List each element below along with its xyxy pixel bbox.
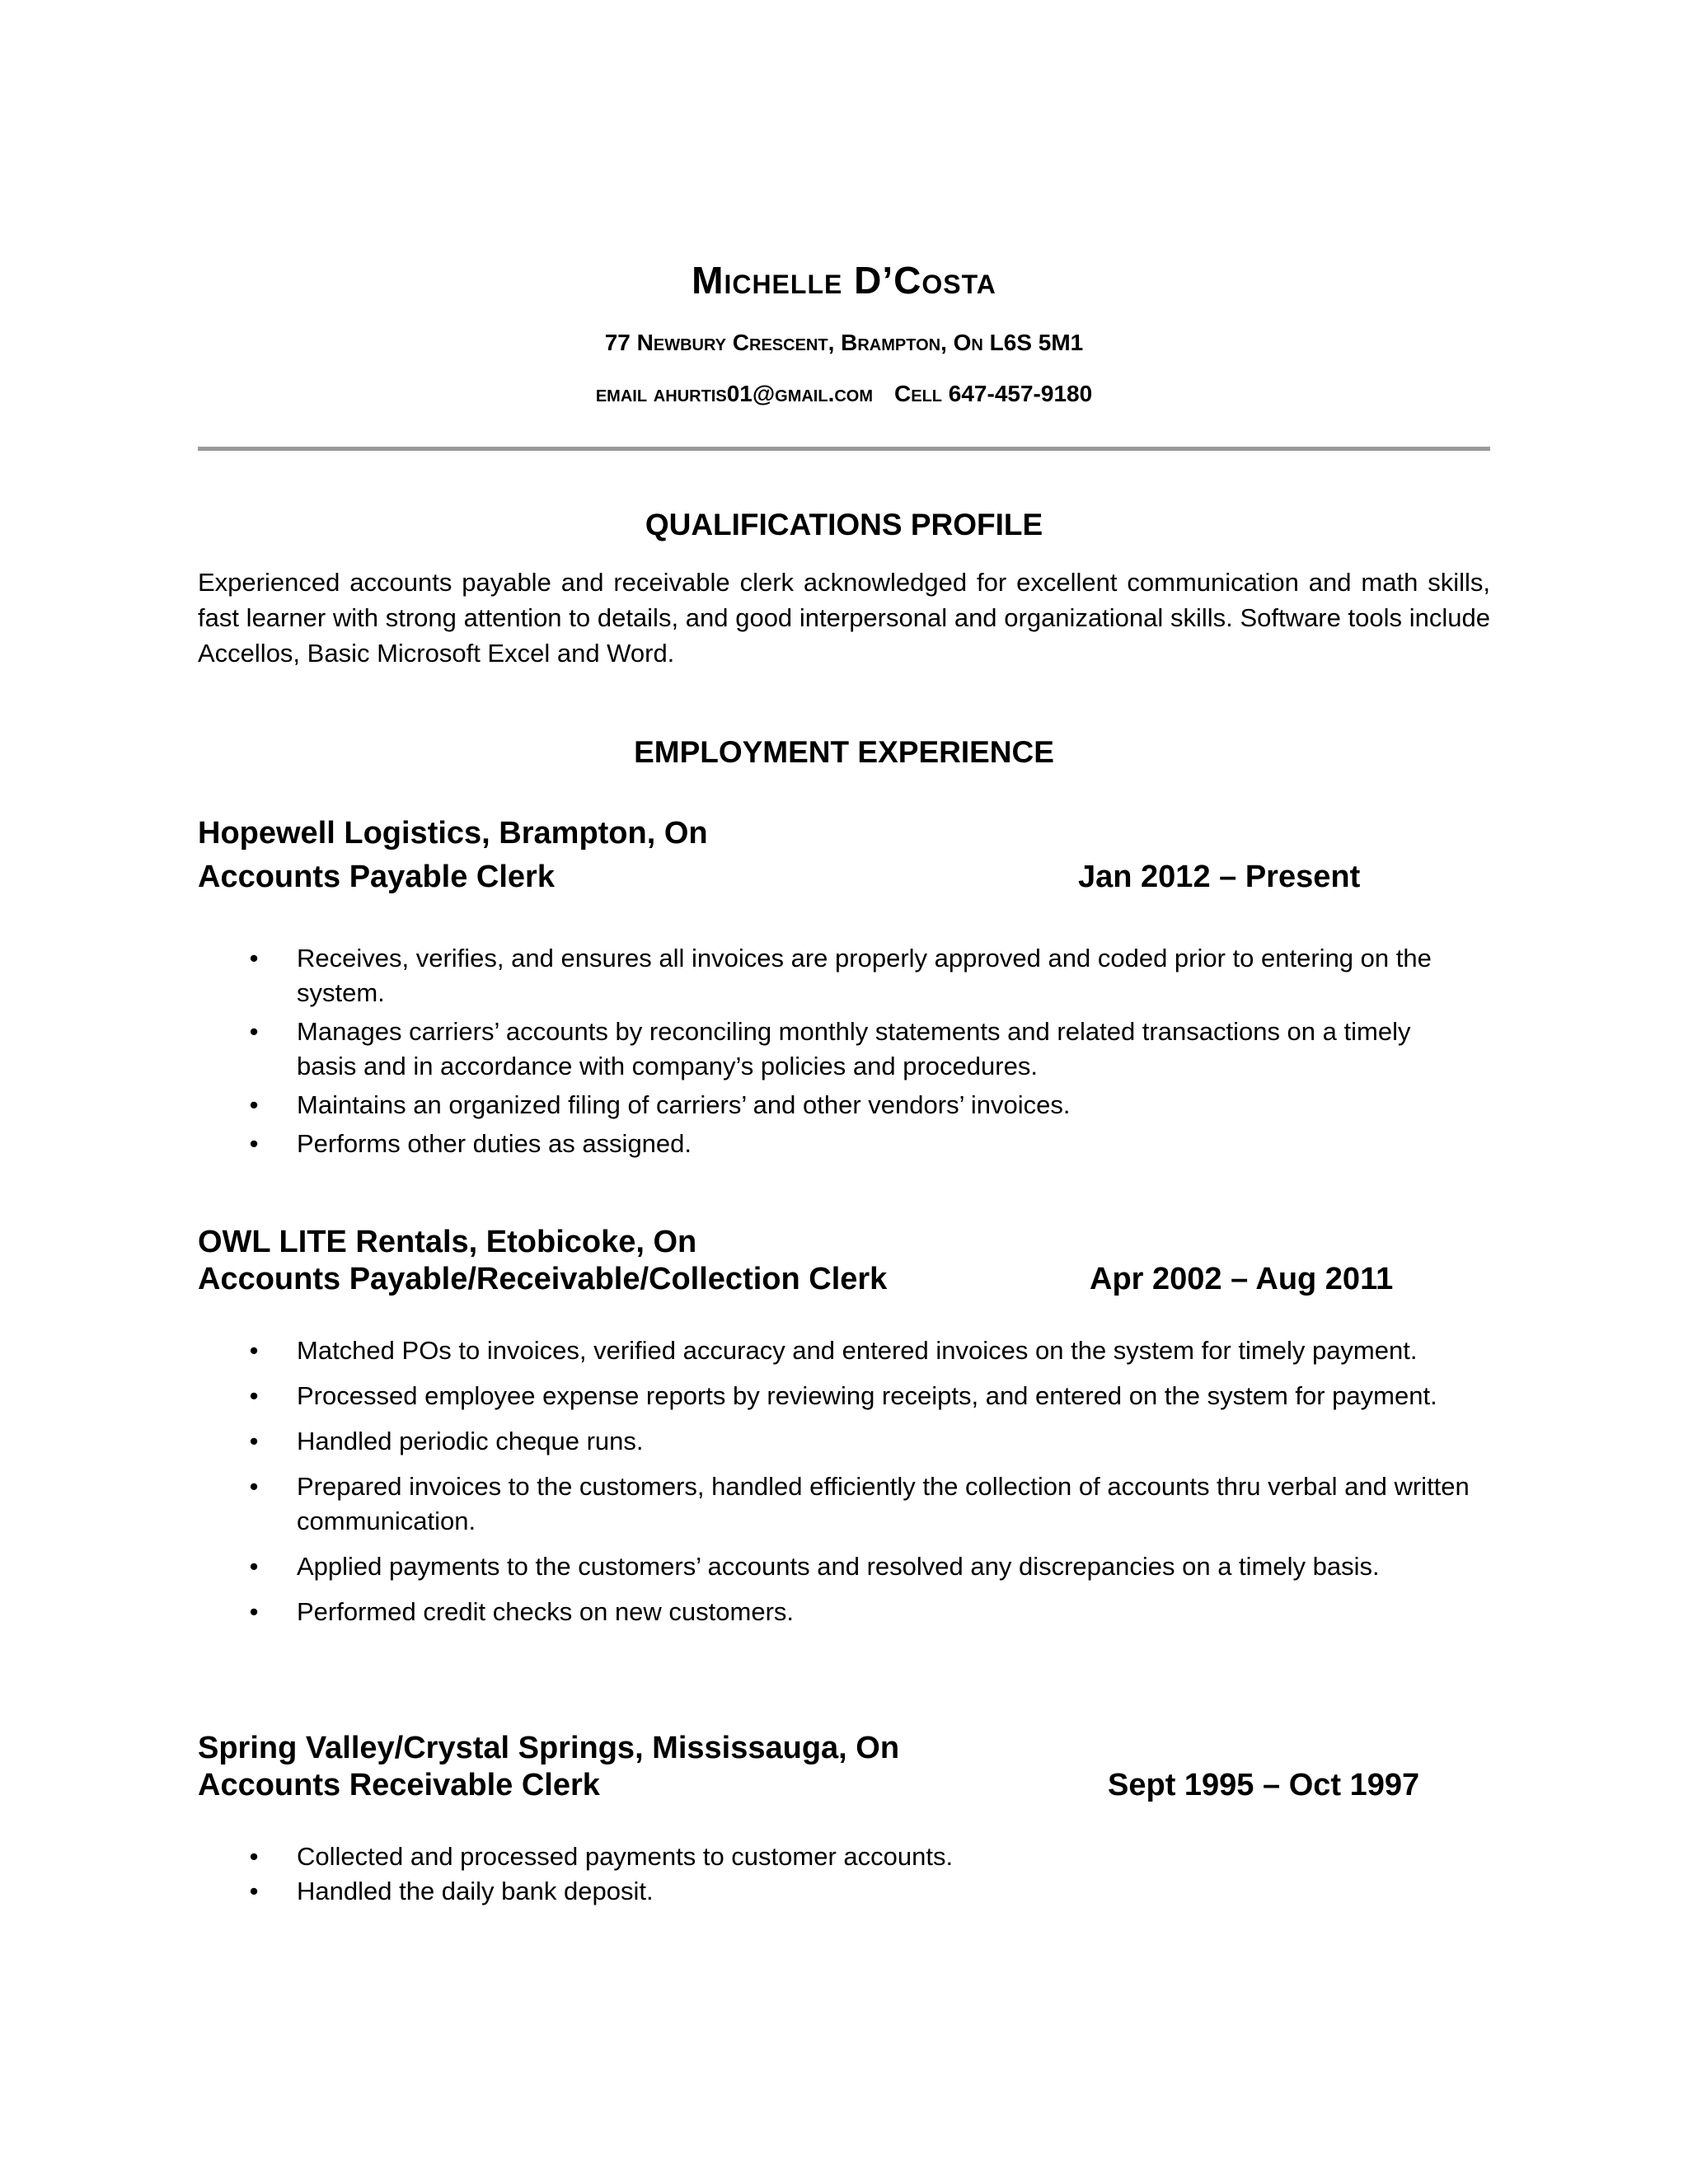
bullet-icon: • [249, 1336, 259, 1365]
bullet-icon: • [249, 1017, 259, 1046]
job-duties-list [246, 941, 1474, 1165]
job-company: OWL LITE Rentals, Etobicoke, On [198, 1225, 697, 1259]
list-item [246, 1015, 1474, 1084]
address-line: 77 Newbury Crescent, Brampton, On L6S 5M1 [604, 330, 1084, 355]
list-item [246, 1333, 1474, 1368]
list-item [246, 1127, 1474, 1161]
job-title: Accounts Receivable Clerk [198, 1768, 600, 1802]
duty-text: Processed employee expense reports by reviewing receipts, and entered on the system for payment. [297, 1381, 1437, 1410]
bullet-icon: • [249, 1427, 259, 1455]
bullet-icon: • [249, 1842, 259, 1871]
bullet-icon: • [249, 1381, 259, 1410]
list-item [246, 1424, 1474, 1459]
job-company: Hopewell Logistics, Brampton, On [198, 816, 708, 851]
job-dates: Apr 2002 – Aug 2011 [1090, 1262, 1394, 1296]
employment-heading: EMPLOYMENT EXPERIENCE [634, 735, 1054, 769]
list-item [246, 1874, 1474, 1909]
list-item [246, 941, 1474, 1010]
duty-text: Handled the daily bank deposit. [297, 1877, 654, 1905]
bullet-icon: • [249, 1552, 259, 1581]
list-item [246, 1088, 1474, 1122]
bullet-icon: • [249, 1597, 259, 1626]
email-text: email ahurtis01@gmail.com [595, 381, 874, 406]
job-duties-list [246, 1333, 1474, 1640]
candidate-name: Michelle D’Costa [692, 259, 996, 302]
duty-text: Performs other duties as assigned. [297, 1129, 692, 1158]
list-item [246, 1379, 1474, 1413]
list-item [246, 1840, 1474, 1874]
job-title: Accounts Payable Clerk [198, 860, 555, 894]
job-dates: Sept 1995 – Oct 1997 [1108, 1768, 1420, 1802]
cell-text: Cell 647-457-9180 [894, 381, 1093, 406]
duty-text: Matched POs to invoices, verified accuracy and entered invoices on the system for timely payment. [297, 1336, 1418, 1365]
contact-line [198, 377, 1490, 410]
header-divider [198, 447, 1490, 451]
duty-text: Collected and processed payments to customer accounts. [297, 1842, 954, 1871]
list-item [246, 1595, 1474, 1629]
qualifications-heading: QUALIFICATIONS PROFILE [645, 508, 1043, 541]
qualifications-text: Experienced accounts payable and receivable clerk acknowledged for excellent communication and math skills, fast learner with strong attention to details, and good interpersonal and organizational skills. Software tools include Accellos, Basic Microsoft Excel and Word. [198, 568, 1490, 668]
bullet-icon: • [249, 1472, 259, 1501]
bullet-icon: • [249, 1129, 259, 1158]
duty-text: Receives, verifies, and ensures all invoices are properly approved and coded prior to entering on the system. [297, 944, 1432, 1007]
duty-text: Applied payments to the customers’ accounts and resolved any discrepancies on a timely basis. [297, 1552, 1380, 1581]
job-dates: Jan 2012 – Present [1078, 860, 1361, 894]
duty-text: Performed credit checks on new customers. [297, 1597, 795, 1626]
list-item [246, 1549, 1474, 1584]
bullet-icon: • [249, 1090, 259, 1119]
list-item [246, 1469, 1474, 1539]
job-company: Spring Valley/Crystal Springs, Mississauga, On [198, 1731, 900, 1765]
duty-text: Prepared invoices to the customers, handled efficiently the collection of accounts thru verbal and written communication. [297, 1472, 1470, 1535]
job-title: Accounts Payable/Receivable/Collection Clerk [198, 1262, 888, 1296]
job-duties-list [246, 1840, 1474, 1909]
duty-text: Maintains an organized filing of carriers’ and other vendors’ invoices. [297, 1090, 1071, 1119]
duty-text: Manages carriers’ accounts by reconciling monthly statements and related transactions on a timely basis and in accordance with company’s policies and procedures. [297, 1017, 1411, 1080]
duty-text: Handled periodic cheque runs. [297, 1427, 644, 1455]
bullet-icon: • [249, 944, 259, 972]
bullet-icon: • [249, 1877, 259, 1905]
